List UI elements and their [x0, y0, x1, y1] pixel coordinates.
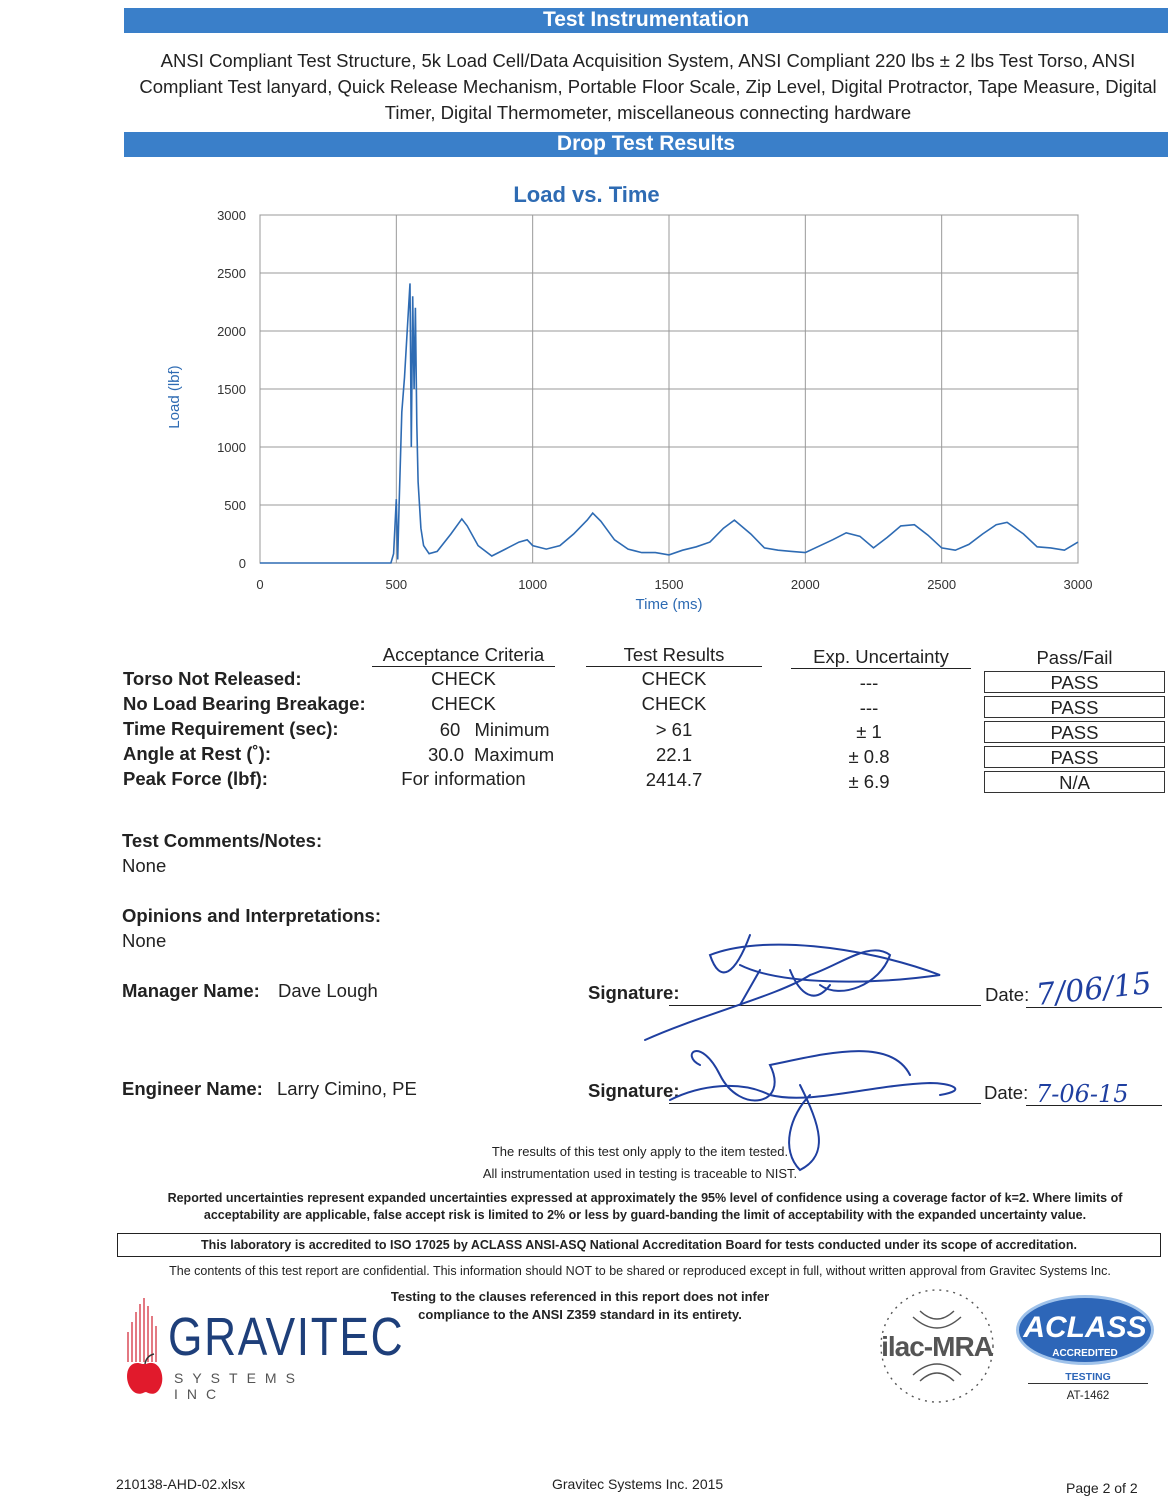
y-tick-label: 0: [238, 556, 246, 571]
aclass-accredited: ACCREDITED: [1052, 1348, 1118, 1359]
x-tick-label: 1000: [518, 577, 548, 592]
result-value: 22.1: [655, 744, 692, 765]
x-tick-label: 0: [256, 577, 264, 592]
engineer-signature-label: Signature:: [588, 1080, 680, 1101]
footer-page: Page 2 of 2: [1066, 1480, 1138, 1496]
x-tick-label: 2500: [927, 577, 957, 592]
result-value: CHECK: [641, 693, 707, 714]
criteria-qualifier: Minimum: [474, 719, 550, 740]
opinions-label: Opinions and Interpretations:: [122, 905, 382, 926]
uncertainty-value: ± 0.8: [848, 746, 890, 767]
y-tick-label: 500: [224, 498, 246, 513]
note-uncertainty: Reported uncertainties represent expanded uncertainties expressed at approximately the 95% level of confidence using a coverage factor of k=2. Where limits of acceptability are applicable, false accept risk is limited to 2% or less by guard-banding the limit of acceptability with the expanded uncertainty value.: [167, 1191, 1123, 1222]
col-exp-uncertainty: Exp. Uncertainty: [791, 646, 971, 669]
y-tick-label: 1500: [217, 382, 246, 397]
row-label: Angle at Rest (˚):: [123, 743, 271, 764]
instrumentation-text: ANSI Compliant Test Structure, 5k Load Cell/Data Acquisition System, ANSI Compliant 220 lbs ± 2 lbs Test Torso, ANSI Compliant Test lanyard, Quick Release Mechanism, Portable Floor Scale, Zip Level, Digital Protractor, Tape Measure, Digital Timer, Digital Thermometer, miscellaneous connecting hardware: [139, 50, 1157, 123]
criteria-value: For information: [401, 768, 526, 789]
opinions-value: None: [122, 930, 167, 951]
comments-label: Test Comments/Notes:: [122, 830, 323, 851]
criteria-value: CHECK: [431, 668, 496, 689]
row-label: No Load Bearing Breakage:: [123, 693, 366, 714]
footer-file: 210138-AHD-02.xlsx: [116, 1476, 246, 1492]
criteria-number: 30.0: [427, 744, 464, 765]
chart-title: Load vs. Time: [513, 182, 660, 207]
x-tick-label: 2000: [790, 577, 820, 592]
handwritten-signatures: [640, 915, 970, 1175]
result-value: 2414.7: [645, 769, 703, 790]
col-acceptance-criteria: Acceptance Criteria: [372, 644, 555, 667]
uncertainty-value: ± 6.9: [848, 771, 890, 792]
col-pass-fail: Pass/Fail: [1036, 647, 1113, 668]
apple-icon: [120, 1292, 170, 1397]
pass-fail-value: PASS: [984, 746, 1165, 768]
col-test-results: Test Results: [586, 644, 762, 667]
y-tick-label: 2500: [217, 266, 246, 281]
accreditation-box: This laboratory is accredited to ISO 17025 by ACLASS ANSI-ASQ National Accreditation Board for tests conducted under its scope of accreditation.: [117, 1233, 1161, 1257]
uncertainty-value: ---: [859, 672, 879, 693]
note-nist: All instrumentation used in testing is traceable to NIST.: [482, 1166, 798, 1181]
aclass-text: ACLASS: [1023, 1311, 1147, 1344]
engineer-date-label: Date:: [984, 1082, 1029, 1103]
pass-fail-value: N/A: [984, 771, 1165, 793]
aclass-testing: TESTING: [1028, 1371, 1148, 1384]
engineer-date-value: 7-06-15: [1036, 1080, 1129, 1108]
criteria-qualifier: Maximum: [474, 744, 555, 765]
gravitec-logo: [120, 1292, 405, 1402]
pass-fail-value: PASS: [984, 721, 1165, 743]
y-tick-label: 2000: [217, 324, 246, 339]
footer-company: Gravitec Systems Inc. 2015: [552, 1476, 724, 1492]
note-confidential: The contents of this test report are confidential. This information should NOT to be shared or reproduced except in full, without written approval from Gravitec Systems Inc.: [169, 1264, 1111, 1278]
manager-signature-label: Signature:: [588, 982, 680, 1003]
load-time-chart: [150, 205, 1110, 625]
x-tick-label: 1500: [654, 577, 684, 592]
y-axis-label: Load (lbf): [166, 365, 183, 429]
y-tick-label: 1000: [217, 440, 246, 455]
note-item-tested: The results of this test only apply to the item tested.: [491, 1144, 789, 1159]
aclass-id: AT-1462: [1066, 1390, 1110, 1402]
pass-fail-value: PASS: [984, 696, 1165, 718]
instrumentation-header: Test Instrumentation: [124, 8, 1168, 33]
results-header: Drop Test Results: [124, 132, 1168, 157]
x-tick-label: 3000: [1063, 577, 1093, 592]
row-label: Torso Not Released:: [123, 668, 302, 689]
aclass-logo: [1014, 1291, 1158, 1407]
row-label: Peak Force (lbf):: [123, 768, 268, 789]
row-label: Time Requirement (sec):: [123, 718, 339, 739]
gravitec-subtext: SYSTEMS INC: [174, 1370, 304, 1402]
manager-label: Manager Name:: [122, 980, 260, 1001]
x-axis-label: Time (ms): [635, 596, 703, 613]
result-value: > 61: [655, 719, 693, 740]
pass-fail-value: PASS: [984, 671, 1165, 693]
y-tick-label: 3000: [217, 208, 246, 223]
manager-date-value: 7/06/15: [1034, 966, 1154, 1013]
ilac-mra-text: ilac-MRA: [881, 1331, 993, 1362]
uncertainty-value: ± 1: [856, 721, 882, 742]
criteria-number: 60: [439, 719, 461, 740]
criteria-value: CHECK: [431, 693, 496, 714]
note-clauses: Testing to the clauses referenced in this report does not infer compliance to the ANSI Z359 standard in its entirety.: [390, 1289, 770, 1322]
engineer-name: Larry Cimino, PE: [277, 1078, 417, 1099]
manager-name: Dave Lough: [278, 980, 378, 1001]
uncertainty-value: ---: [859, 697, 879, 718]
manager-date-label: Date:: [985, 984, 1030, 1005]
comments-value: None: [122, 855, 167, 876]
ilac-mra-logo: [868, 1287, 1006, 1405]
gravitec-wordmark: GRAVITEC: [168, 1307, 405, 1367]
result-value: CHECK: [641, 668, 707, 689]
x-tick-label: 500: [385, 577, 408, 592]
engineer-label: Engineer Name:: [122, 1078, 263, 1099]
